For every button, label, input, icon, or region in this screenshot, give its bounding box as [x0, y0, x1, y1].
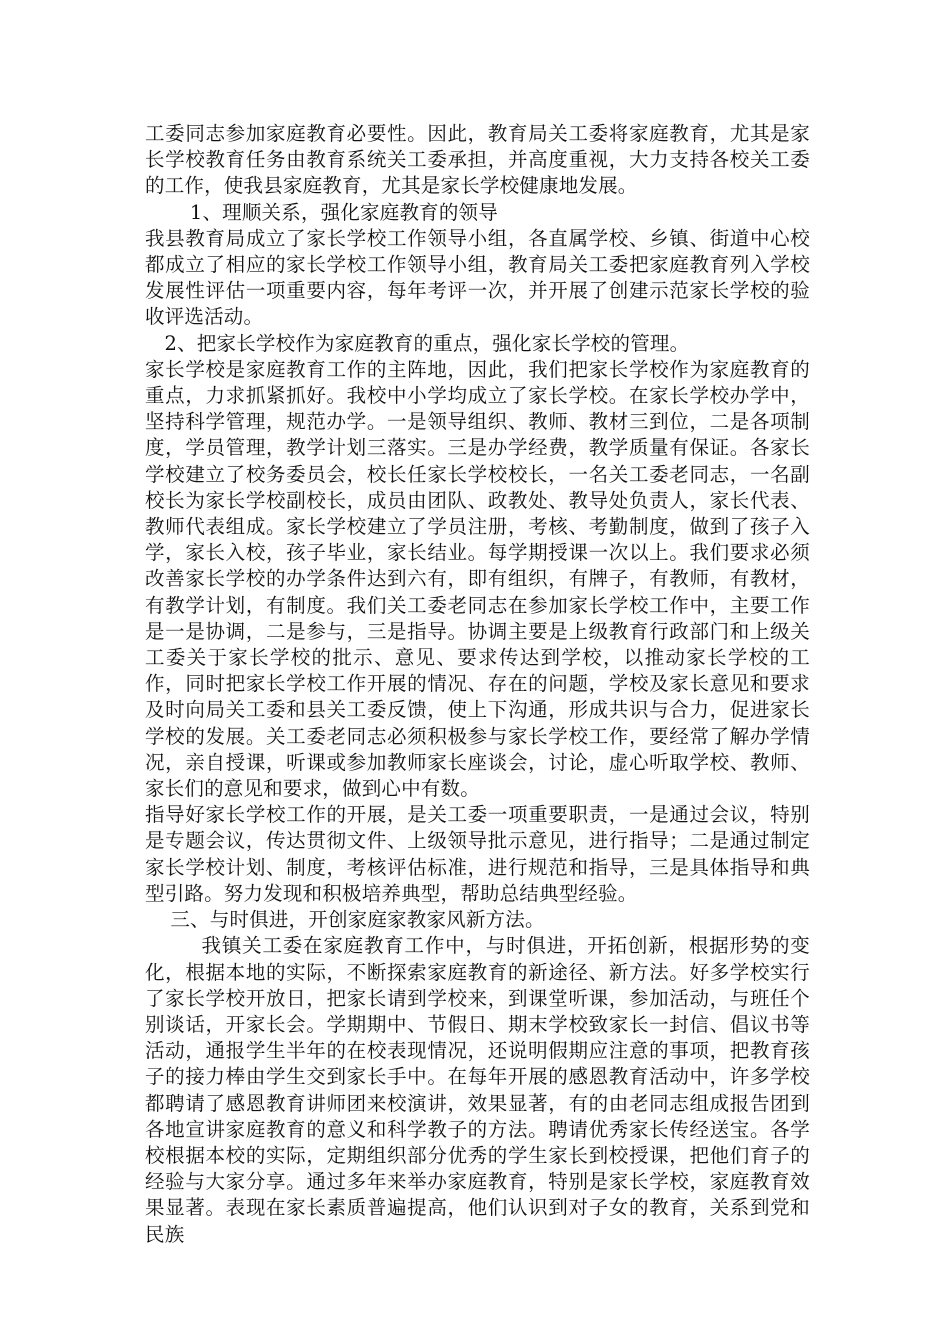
paragraph-leadership: 我县教育局成立了家长学校工作领导小组，各直属学校、乡镇、街道中心校都成立了相应的家长学校工作领导小组，教育局关工委把家庭教育列入学校发展性评估一项重要内容，每年考评一次，并开展了创建示范家长学校的验收评选活动。 [145, 226, 810, 329]
document-body [145, 121, 810, 1248]
heading-section-1: 1、理顺关系，强化家庭教育的领导 [189, 200, 498, 224]
paragraph-guidance: 指导好家长学校工作的开展，是关工委一项重要职责，一是通过会议，特别是专题会议，传达贯彻文件、上级领导批示意见，进行指导；二是通过制定家长学校计划、制度，考核评估标准，进行规范和指导，三是具体指导和典型引路。努力发现和积极培养典型，帮助总结典型经验。 [145, 803, 810, 905]
paragraph-new-methods: 我镇关工委在家庭教育工作中，与时俱进，开拓创新，根据形势的变化，根据本地的实际，不断探索家庭教育的新途径、新方法。好多学校实行了家长学校开放日，把家长请到学校来，到课堂听课，参加活动，与班任个别谈话，开家长会。学期期中、节假日、期末学校致家长一封信、倡议书等活动，通报学生半年的在校表现情况，还说明假期应注意的事项，把教育孩子的接力棒由学生交到家长手中。在每年开展的感恩教育活动中，许多学校都聘请了感恩教育讲师团来校演讲，效果显著，有的由老同志组成报告团到各地宣讲家庭教育的意义和科学教子的方法。聘请优秀家长传经送宝。各学校根据本校的实际，定期组织部分优秀的学生家长到校授课，把他们育子的经验与大家分享。通过多年来举办家庭教育，特别是家长学校，家庭教育效果显著。表现在家长素质普遍提高，他们认识到对子女的教育，关系到党和民族 [145, 934, 810, 1246]
heading-section-2: 2、把家长学校作为家庭教育的重点，强化家长学校的管理。 [164, 331, 690, 355]
heading-section-3: 三、与时俱进，开创家庭家教家风新方法。 [170, 908, 545, 932]
paragraph-intro: 工委同志参加家庭教育必要性。因此，教育局关工委将家庭教育，尤其是家长学校教育任务由教育系统关工委承担，并高度重视，大力支持各校关工委的工作，使我县家庭教育，尤其是家长学校健康地发展。 [145, 122, 810, 198]
paragraph-parent-school: 家长学校是家庭教育工作的主阵地，因此，我们把家长学校作为家庭教育的重点，力求抓紧抓好。我校中小学均成立了家长学校。在家长学校办学中，坚持科学管理，规范办学。一是领导组织、教师、教材三到位，二是各项制度，学员管理，教学计划三落实。三是办学经费，教学质量有保证。各家长学校建立了校务委员会，校长任家长学校校长，一名关工委老同志，一名副校长为家长学校副校长，成员由团队、政教处、教导处负责人，家长代表、教师代表组成。家长学校建立了学员注册，考核、考勤制度，做到了孩子入学，家长入校，孩子毕业，家长结业。每学期授课一次以上。我们要求必须改善家长学校的办学条件达到六有，即有组织，有牌子，有教师，有教材，有教学计划，有制度。我们关工委老同志在参加家长学校工作中，主要工作是一是协调，二是参与，三是指导。协调主要是上级教育行政部门和上级关工委关于家长学校的批示、意见、要求传达到学校，以推动家长学校的工作，同时把家长学校工作开展的情况、存在的问题，学校及家长意见和要求及时向局关工委和县关工委反馈，使上下沟通，形成共识与合力，促进家长学校的发展。关工委老同志必须积极参与家长学校工作，要经常了解办学情况，亲自授课，听课或参加教师家长座谈会，讨论，虚心听取学校、教师、家长们的意见和要求，做到心中有数。 [145, 357, 810, 801]
